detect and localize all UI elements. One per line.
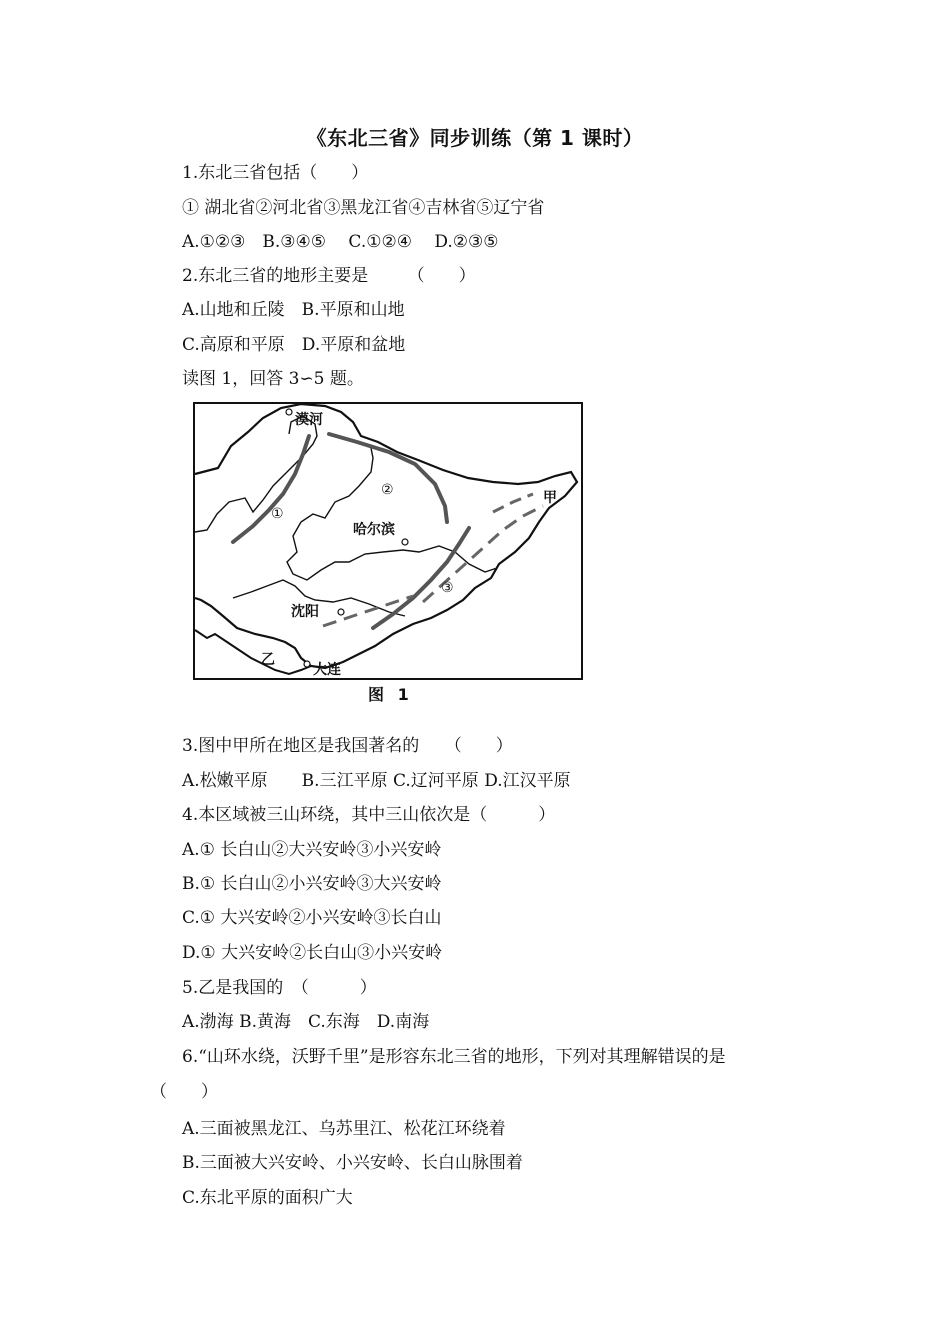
- marker-2-label: ②: [381, 482, 394, 498]
- harbin-dot: [402, 539, 408, 545]
- shenyang-dot: [338, 609, 344, 615]
- question-4-choice-c: C.① 大兴安岭②小兴安岭③长白山: [182, 908, 442, 928]
- marker-3-label: ③: [441, 580, 454, 596]
- marker-1-label: ①: [271, 506, 284, 522]
- dalian-label: 大连: [313, 662, 341, 678]
- question-4-choice-b: B.① 长白山②小兴安岭③大兴安岭: [182, 874, 442, 894]
- question-4-stem: 4.本区域被三山环绕，其中三山依次是（ ）: [182, 805, 556, 825]
- question-6-choice-a: A.三面被黑龙江、乌苏里江、松花江环绕着: [182, 1119, 506, 1139]
- question-6-paren: （ ）: [150, 1082, 218, 1102]
- question-2-choices-cd: C.高原和平原 D.平原和盆地: [182, 335, 406, 355]
- question-1-stem: 1.东北三省包括（ ）: [182, 163, 369, 183]
- shenyang-label: 沈阳: [291, 604, 319, 620]
- question-1-options-list: ① 湖北省②河北省③黑龙江省④吉林省⑤辽宁省: [182, 198, 545, 218]
- yi-label: 乙: [261, 652, 275, 668]
- question-2-choices-ab: A.山地和丘陵 B.平原和山地: [182, 300, 405, 320]
- question-6-choice-b: B.三面被大兴安岭、小兴安岭、长白山脉围着: [182, 1153, 523, 1173]
- question-6-choice-c: C.东北平原的面积广大: [182, 1188, 353, 1208]
- map-caption: 图 1: [368, 685, 413, 704]
- question-5-stem: 5.乙是我国的 （ ）: [182, 978, 377, 998]
- page-title: 《东北三省》同步训练（第 1 课时）: [306, 126, 644, 150]
- question-6-stem: 6.“山环水绕，沃野千里”是形容东北三省的地形，下列对其理解错误的是: [182, 1047, 726, 1067]
- question-1-choices: A.①②③ B.③④⑤ C.①②④ D.②③⑤: [182, 232, 499, 252]
- question-4-choice-d: D.① 大兴安岭②长白山③小兴安岭: [182, 943, 443, 963]
- question-4-choice-a: A.① 长白山②大兴安岭③小兴安岭: [182, 840, 442, 860]
- question-2-stem: 2.东北三省的地形主要是 （ ）: [182, 266, 476, 286]
- question-5-choices: A.渤海 B.黄海 C.东海 D.南海: [182, 1012, 430, 1032]
- question-3-choices: A.松嫩平原 B.三江平原 C.辽河平原 D.江汉平原: [182, 771, 571, 791]
- northeast-map-svg: [193, 402, 585, 682]
- harbin-label: 哈尔滨: [353, 522, 395, 538]
- mohe-label: 漠河: [295, 412, 323, 428]
- jia-label: 甲: [543, 490, 557, 506]
- question-3-stem: 3.图中甲所在地区是我国著名的 （ ）: [182, 736, 513, 756]
- mohe-dot: [286, 409, 292, 415]
- northeast-map-figure: [193, 402, 585, 682]
- dalian-dot: [304, 661, 310, 667]
- map-instruction: 读图 1，回答 3∽5 题。: [182, 369, 364, 389]
